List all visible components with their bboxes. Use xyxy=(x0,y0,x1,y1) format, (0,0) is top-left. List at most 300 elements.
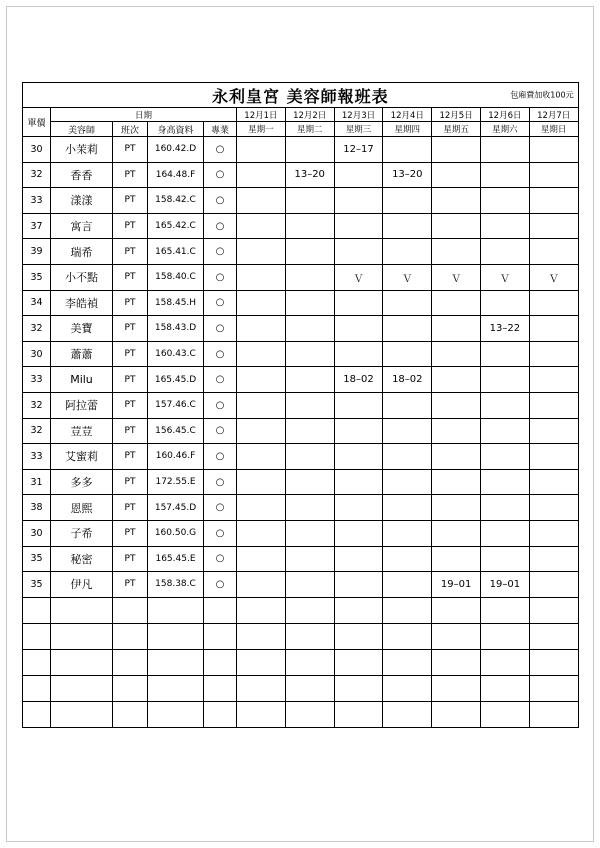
row-shift: PT xyxy=(113,341,148,367)
row-slot-day-3 xyxy=(334,341,383,367)
row-slot-day-3 xyxy=(334,546,383,572)
row-slot-day-6 xyxy=(480,188,529,214)
row-slot-day-5 xyxy=(432,701,481,727)
table-row xyxy=(23,188,579,214)
row-slot-day-2 xyxy=(285,316,334,342)
row-slot-day-4 xyxy=(383,239,432,265)
row-slot-day-1 xyxy=(237,572,286,598)
row-slot-day-2 xyxy=(285,444,334,470)
row-slot-day-4 xyxy=(383,572,432,598)
row-slot-day-5 xyxy=(432,239,481,265)
date-group-header: 日期 xyxy=(51,108,237,122)
row-slot-day-4 xyxy=(383,597,432,623)
row-slot-day-7 xyxy=(529,520,578,546)
row-slot-day-3 xyxy=(334,239,383,265)
row-slot-day-3: 18–02 xyxy=(334,367,383,393)
row-slot-day-5 xyxy=(432,418,481,444)
row-professional: ○ xyxy=(204,444,237,470)
row-slot-day-4 xyxy=(383,444,432,470)
row-slot-day-1 xyxy=(237,137,286,163)
row-professional xyxy=(204,623,237,649)
table-row xyxy=(23,264,579,290)
table-row xyxy=(23,367,579,393)
table-row xyxy=(23,701,579,727)
row-professional: ○ xyxy=(204,418,237,444)
row-stylist-name: Milu xyxy=(51,367,113,393)
row-slot-day-5 xyxy=(432,213,481,239)
row-professional: ○ xyxy=(204,316,237,342)
row-shift: PT xyxy=(113,213,148,239)
row-body-info: 160.43.C xyxy=(148,341,204,367)
row-stylist-name xyxy=(51,701,113,727)
row-professional: ○ xyxy=(204,469,237,495)
day-date-5: 12月5日 xyxy=(432,108,481,122)
row-stylist-name: 阿拉蕾 xyxy=(51,392,113,418)
row-slot-day-5 xyxy=(432,290,481,316)
row-shift: PT xyxy=(113,444,148,470)
row-slot-day-2 xyxy=(285,418,334,444)
row-shift: PT xyxy=(113,162,148,188)
day-date-7: 12月7日 xyxy=(529,108,578,122)
day-name-2: 星期二 xyxy=(285,122,334,137)
row-slot-day-7 xyxy=(529,367,578,393)
row-slot-day-5 xyxy=(432,341,481,367)
table-row xyxy=(23,495,579,521)
row-slot-day-4 xyxy=(383,316,432,342)
schedule-table xyxy=(22,82,579,728)
row-slot-day-6: 13–22 xyxy=(480,316,529,342)
row-price xyxy=(23,649,51,675)
row-slot-day-7 xyxy=(529,469,578,495)
table-row xyxy=(23,649,579,675)
row-stylist-name: 小不點 xyxy=(51,264,113,290)
row-slot-day-6 xyxy=(480,137,529,163)
row-slot-day-4 xyxy=(383,341,432,367)
row-body-info: 172.55.E xyxy=(148,469,204,495)
row-slot-day-2 xyxy=(285,290,334,316)
row-stylist-name: 香香 xyxy=(51,162,113,188)
table-row xyxy=(23,392,579,418)
row-slot-day-7 xyxy=(529,649,578,675)
row-shift: PT xyxy=(113,495,148,521)
row-shift: PT xyxy=(113,239,148,265)
row-price: 30 xyxy=(23,341,51,367)
row-professional: ○ xyxy=(204,188,237,214)
row-slot-day-4 xyxy=(383,213,432,239)
row-body-info: 158.45.H xyxy=(148,290,204,316)
row-price: 37 xyxy=(23,213,51,239)
table-row xyxy=(23,546,579,572)
day-name-1: 星期一 xyxy=(237,122,286,137)
row-slot-day-5 xyxy=(432,623,481,649)
row-slot-day-2 xyxy=(285,137,334,163)
row-body-info: 165.41.C xyxy=(148,239,204,265)
row-slot-day-3 xyxy=(334,701,383,727)
row-slot-day-5 xyxy=(432,675,481,701)
row-slot-day-2 xyxy=(285,520,334,546)
row-stylist-name xyxy=(51,675,113,701)
row-slot-day-4 xyxy=(383,623,432,649)
row-slot-day-3 xyxy=(334,213,383,239)
table-row xyxy=(23,444,579,470)
column-header-4: 專業 xyxy=(204,122,237,137)
row-slot-day-6 xyxy=(480,520,529,546)
row-shift: PT xyxy=(113,264,148,290)
row-body-info: 158.43.D xyxy=(148,316,204,342)
day-name-7: 星期日 xyxy=(529,122,578,137)
row-slot-day-1 xyxy=(237,239,286,265)
row-stylist-name: 恩熙 xyxy=(51,495,113,521)
row-slot-day-7 xyxy=(529,572,578,598)
row-price xyxy=(23,701,51,727)
row-professional: ○ xyxy=(204,290,237,316)
row-slot-day-2 xyxy=(285,675,334,701)
row-slot-day-3: Ｖ xyxy=(334,264,383,290)
row-shift xyxy=(113,649,148,675)
surcharge-note: 包廂費加收100元 xyxy=(510,90,574,100)
row-price: 38 xyxy=(23,495,51,521)
row-slot-day-6: Ｖ xyxy=(480,264,529,290)
row-slot-day-4 xyxy=(383,495,432,521)
row-slot-day-2 xyxy=(285,701,334,727)
row-slot-day-4: Ｖ xyxy=(383,264,432,290)
row-body-info: 158.40.C xyxy=(148,264,204,290)
row-body-info: 157.46.C xyxy=(148,392,204,418)
row-body-info: 156.45.C xyxy=(148,418,204,444)
row-slot-day-2: 13–20 xyxy=(285,162,334,188)
row-shift: PT xyxy=(113,418,148,444)
row-professional xyxy=(204,597,237,623)
row-body-info: 160.50.G xyxy=(148,520,204,546)
row-slot-day-4 xyxy=(383,137,432,163)
row-professional: ○ xyxy=(204,495,237,521)
row-shift: PT xyxy=(113,392,148,418)
date-header-row xyxy=(23,108,579,122)
row-slot-day-7 xyxy=(529,675,578,701)
page-title: 永利皇宮 美容師報班表 xyxy=(212,86,389,106)
day-name-3: 星期三 xyxy=(334,122,383,137)
table-row xyxy=(23,213,579,239)
row-slot-day-7 xyxy=(529,137,578,163)
row-slot-day-2 xyxy=(285,264,334,290)
row-body-info xyxy=(148,623,204,649)
row-price: 32 xyxy=(23,162,51,188)
row-shift xyxy=(113,675,148,701)
row-slot-day-7 xyxy=(529,495,578,521)
row-shift: PT xyxy=(113,469,148,495)
row-shift: PT xyxy=(113,290,148,316)
row-stylist-name: 瑞希 xyxy=(51,239,113,265)
row-price xyxy=(23,597,51,623)
row-professional: ○ xyxy=(204,392,237,418)
row-professional: ○ xyxy=(204,264,237,290)
row-body-info: 165.45.D xyxy=(148,367,204,393)
row-professional: ○ xyxy=(204,341,237,367)
row-slot-day-5 xyxy=(432,367,481,393)
title-row xyxy=(23,83,579,108)
row-slot-day-7 xyxy=(529,623,578,649)
row-slot-day-7 xyxy=(529,418,578,444)
row-slot-day-4 xyxy=(383,649,432,675)
column-header-row xyxy=(23,122,579,137)
row-slot-day-4 xyxy=(383,290,432,316)
row-stylist-name: 寓言 xyxy=(51,213,113,239)
row-slot-day-4 xyxy=(383,701,432,727)
row-slot-day-6 xyxy=(480,701,529,727)
row-slot-day-3 xyxy=(334,392,383,418)
document-title-cell xyxy=(23,83,579,108)
row-professional: ○ xyxy=(204,162,237,188)
row-stylist-name: 子希 xyxy=(51,520,113,546)
row-slot-day-3 xyxy=(334,188,383,214)
row-stylist-name: 秘密 xyxy=(51,546,113,572)
row-slot-day-2 xyxy=(285,649,334,675)
row-shift: PT xyxy=(113,520,148,546)
row-slot-day-3 xyxy=(334,290,383,316)
row-body-info: 158.42.C xyxy=(148,188,204,214)
row-slot-day-4: 13–20 xyxy=(383,162,432,188)
row-slot-day-7 xyxy=(529,444,578,470)
row-slot-day-7 xyxy=(529,213,578,239)
day-date-6: 12月6日 xyxy=(480,108,529,122)
row-slot-day-6: 19–01 xyxy=(480,572,529,598)
row-slot-day-1 xyxy=(237,341,286,367)
row-slot-day-3 xyxy=(334,444,383,470)
row-slot-day-4 xyxy=(383,520,432,546)
row-slot-day-2 xyxy=(285,367,334,393)
row-slot-day-7 xyxy=(529,392,578,418)
row-body-info xyxy=(148,701,204,727)
column-header-3: 身高資料 xyxy=(148,122,204,137)
row-professional xyxy=(204,675,237,701)
row-slot-day-6 xyxy=(480,239,529,265)
row-stylist-name xyxy=(51,623,113,649)
row-slot-day-5 xyxy=(432,495,481,521)
day-name-5: 星期五 xyxy=(432,122,481,137)
row-slot-day-2 xyxy=(285,546,334,572)
row-slot-day-6 xyxy=(480,162,529,188)
day-name-4: 星期四 xyxy=(383,122,432,137)
row-slot-day-4 xyxy=(383,188,432,214)
row-slot-day-3 xyxy=(334,597,383,623)
row-slot-day-4 xyxy=(383,469,432,495)
row-slot-day-6 xyxy=(480,290,529,316)
row-professional xyxy=(204,649,237,675)
row-professional: ○ xyxy=(204,546,237,572)
row-slot-day-1 xyxy=(237,546,286,572)
row-slot-day-5: 19–01 xyxy=(432,572,481,598)
row-slot-day-7 xyxy=(529,290,578,316)
row-body-info: 164.48.F xyxy=(148,162,204,188)
row-slot-day-2 xyxy=(285,623,334,649)
row-slot-day-2 xyxy=(285,495,334,521)
row-slot-day-6 xyxy=(480,367,529,393)
row-slot-day-7 xyxy=(529,341,578,367)
row-slot-day-6 xyxy=(480,675,529,701)
day-date-1: 12月1日 xyxy=(237,108,286,122)
row-slot-day-7 xyxy=(529,701,578,727)
row-slot-day-1 xyxy=(237,213,286,239)
row-slot-day-2 xyxy=(285,188,334,214)
row-slot-day-2 xyxy=(285,597,334,623)
row-slot-day-2 xyxy=(285,469,334,495)
row-slot-day-3 xyxy=(334,316,383,342)
row-professional: ○ xyxy=(204,572,237,598)
row-stylist-name: 伊凡 xyxy=(51,572,113,598)
row-professional: ○ xyxy=(204,239,237,265)
unit-price-header: 單價 xyxy=(23,108,51,137)
row-slot-day-3 xyxy=(334,623,383,649)
row-slot-day-5 xyxy=(432,316,481,342)
row-shift: PT xyxy=(113,316,148,342)
row-slot-day-1 xyxy=(237,597,286,623)
row-slot-day-3 xyxy=(334,162,383,188)
row-stylist-name: 多多 xyxy=(51,469,113,495)
row-slot-day-5 xyxy=(432,188,481,214)
row-slot-day-1 xyxy=(237,162,286,188)
row-slot-day-4: 18–02 xyxy=(383,367,432,393)
row-slot-day-7 xyxy=(529,188,578,214)
day-name-6: 星期六 xyxy=(480,122,529,137)
row-professional: ○ xyxy=(204,137,237,163)
row-slot-day-5 xyxy=(432,444,481,470)
row-slot-day-1 xyxy=(237,649,286,675)
row-slot-day-6 xyxy=(480,623,529,649)
row-shift xyxy=(113,701,148,727)
table-row xyxy=(23,316,579,342)
row-body-info: 165.45.E xyxy=(148,546,204,572)
row-slot-day-1 xyxy=(237,701,286,727)
row-slot-day-6 xyxy=(480,597,529,623)
row-slot-day-1 xyxy=(237,520,286,546)
row-shift: PT xyxy=(113,137,148,163)
row-professional: ○ xyxy=(204,367,237,393)
row-price: 32 xyxy=(23,316,51,342)
table-row xyxy=(23,341,579,367)
row-slot-day-2 xyxy=(285,572,334,598)
row-price: 30 xyxy=(23,137,51,163)
row-shift xyxy=(113,597,148,623)
row-slot-day-2 xyxy=(285,239,334,265)
row-slot-day-1 xyxy=(237,623,286,649)
row-slot-day-6 xyxy=(480,213,529,239)
row-slot-day-1 xyxy=(237,418,286,444)
row-slot-day-6 xyxy=(480,495,529,521)
row-price xyxy=(23,675,51,701)
row-stylist-name: 漾漾 xyxy=(51,188,113,214)
table-row xyxy=(23,290,579,316)
row-price: 34 xyxy=(23,290,51,316)
row-slot-day-3 xyxy=(334,418,383,444)
row-shift: PT xyxy=(113,546,148,572)
row-price: 35 xyxy=(23,572,51,598)
row-slot-day-5 xyxy=(432,137,481,163)
row-slot-day-1 xyxy=(237,290,286,316)
row-price: 30 xyxy=(23,520,51,546)
row-stylist-name: 李皓禎 xyxy=(51,290,113,316)
row-price: 33 xyxy=(23,444,51,470)
row-price: 31 xyxy=(23,469,51,495)
row-slot-day-7 xyxy=(529,546,578,572)
row-slot-day-3 xyxy=(334,520,383,546)
table-row xyxy=(23,623,579,649)
row-slot-day-1 xyxy=(237,469,286,495)
row-stylist-name: 蕭蕭 xyxy=(51,341,113,367)
row-slot-day-6 xyxy=(480,469,529,495)
column-header-1: 美容師 xyxy=(51,122,113,137)
row-slot-day-7 xyxy=(529,239,578,265)
row-price: 32 xyxy=(23,418,51,444)
row-slot-day-1 xyxy=(237,316,286,342)
row-slot-day-4 xyxy=(383,392,432,418)
row-slot-day-5 xyxy=(432,546,481,572)
table-row xyxy=(23,418,579,444)
table-row xyxy=(23,469,579,495)
row-slot-day-3 xyxy=(334,469,383,495)
row-stylist-name: 荳荳 xyxy=(51,418,113,444)
row-stylist-name: 艾蜜莉 xyxy=(51,444,113,470)
row-price: 33 xyxy=(23,188,51,214)
table-row xyxy=(23,239,579,265)
row-slot-day-2 xyxy=(285,213,334,239)
row-body-info xyxy=(148,649,204,675)
row-shift: PT xyxy=(113,367,148,393)
row-stylist-name xyxy=(51,597,113,623)
row-stylist-name: 小茉莉 xyxy=(51,137,113,163)
row-price: 32 xyxy=(23,392,51,418)
row-body-info: 158.38.C xyxy=(148,572,204,598)
row-slot-day-5 xyxy=(432,392,481,418)
schedule-sheet xyxy=(22,82,578,728)
row-price: 39 xyxy=(23,239,51,265)
table-row xyxy=(23,137,579,163)
row-slot-day-3 xyxy=(334,649,383,675)
row-shift xyxy=(113,623,148,649)
row-professional xyxy=(204,701,237,727)
row-body-info: 157.45.D xyxy=(148,495,204,521)
row-body-info xyxy=(148,675,204,701)
row-slot-day-3 xyxy=(334,572,383,598)
row-slot-day-6 xyxy=(480,546,529,572)
row-slot-day-1 xyxy=(237,675,286,701)
row-slot-day-7 xyxy=(529,597,578,623)
row-body-info: 160.42.D xyxy=(148,137,204,163)
row-body-info: 165.42.C xyxy=(148,213,204,239)
row-slot-day-1 xyxy=(237,444,286,470)
row-slot-day-1 xyxy=(237,188,286,214)
row-slot-day-6 xyxy=(480,392,529,418)
table-row xyxy=(23,520,579,546)
row-slot-day-3: 12–17 xyxy=(334,137,383,163)
row-price xyxy=(23,623,51,649)
row-shift: PT xyxy=(113,188,148,214)
row-slot-day-5 xyxy=(432,469,481,495)
row-slot-day-1 xyxy=(237,392,286,418)
row-shift: PT xyxy=(113,572,148,598)
row-slot-day-3 xyxy=(334,675,383,701)
row-slot-day-6 xyxy=(480,649,529,675)
row-slot-day-1 xyxy=(237,264,286,290)
row-price: 35 xyxy=(23,264,51,290)
row-slot-day-7 xyxy=(529,316,578,342)
row-slot-day-1 xyxy=(237,367,286,393)
table-row xyxy=(23,597,579,623)
row-slot-day-2 xyxy=(285,341,334,367)
column-header-2: 班次 xyxy=(113,122,148,137)
row-slot-day-4 xyxy=(383,675,432,701)
row-slot-day-5 xyxy=(432,649,481,675)
row-stylist-name: 美寶 xyxy=(51,316,113,342)
